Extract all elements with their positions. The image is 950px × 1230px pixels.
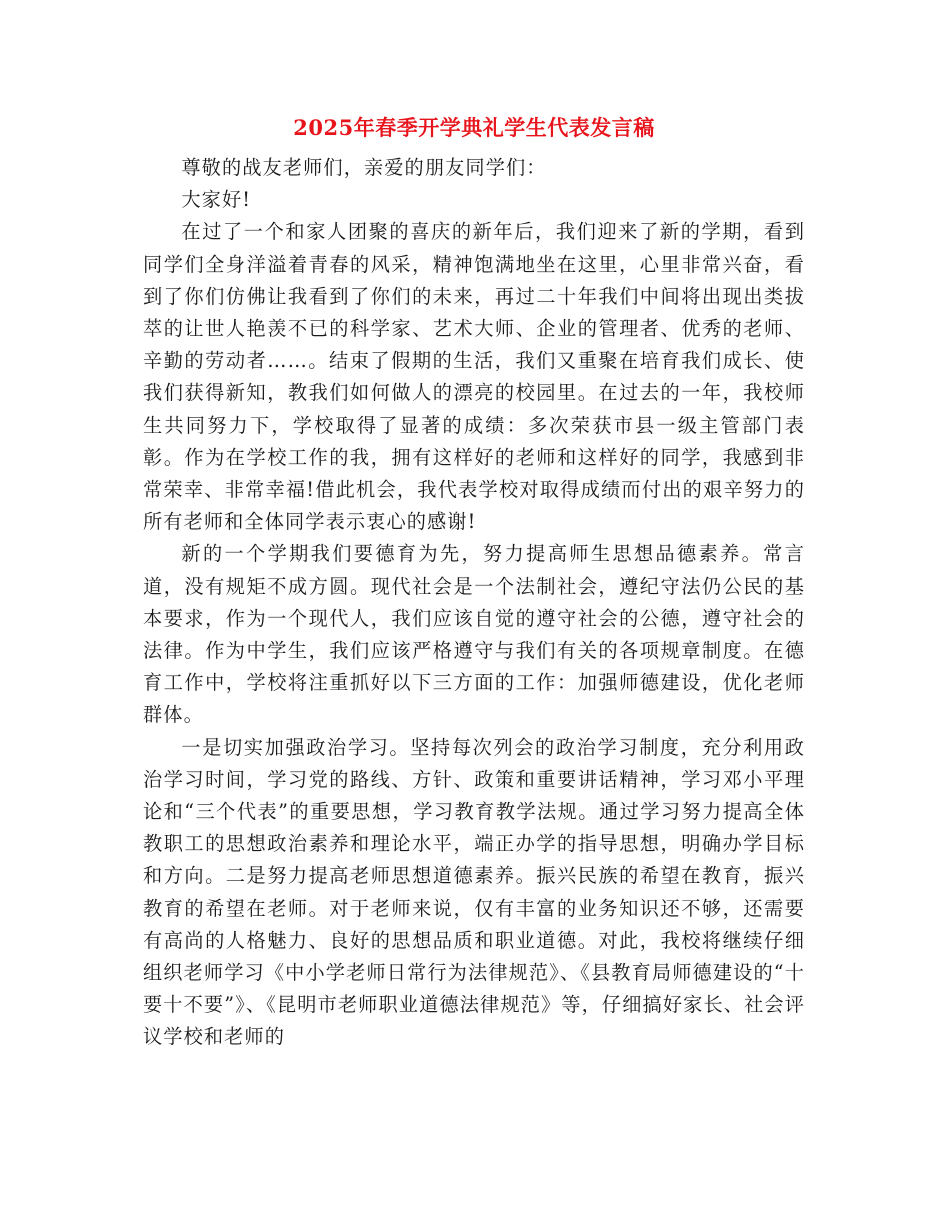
body-paragraph-political-study: 一是切实加强政治学习。坚持每次列会的政治学习制度，充分利用政治学习时间，学习党的路线、方针、政策和重要讲话精神，学习邓小平理论和“三个代表”的重要思想，学习教育教学法规。通过学习努力提高全体教职工的思想政治素养和理论水平，端正办学的指导思想，明确办学目标和方向。二是努力提高老师思想道德素养。振兴民族的希望在教育，振兴教育的希望在老师。对于老师来说，仅有丰富的业务知识还不够，还需要有高尚的人格魅力、良好的思想品质和职业道德。对此，我校将继续仔细组织老师学习《中小学老师日常行为法律规范》、《县教育局师德建设的“十要十不要”》、《昆明市老师职业道德法律规范》等，仔细搞好家长、社会评议学校和老师的 [143, 735, 805, 1049]
document-title: 2025年春季开学典礼学生代表发言稿 [293, 115, 655, 140]
greeting-paragraph: 大家好! [181, 188, 252, 212]
body-paragraph-moral-education: 新的一个学期我们要德育为先，努力提高师生思想品德素养。常言道，没有规矩不成方圆。现代社会是一个法制社会，遵纪守法仍公民的基本要求，作为一个现代人，我们应该自觉的遵守社会的公德，遵守社会的法律。作为中学生，我们应该严格遵守与我们有关的各项规章制度。在德育工作中，学校将注重抓好以下三方面的工作：加强师德建设，优化老师群体。 [143, 542, 805, 727]
salutation-paragraph: 尊敬的战友老师们，亲爱的朋友同学们： [181, 156, 547, 179]
document-body [143, 108, 805, 1054]
body-paragraph-new-semester: 在过了一个和家人团聚的喜庆的新年后，我们迎来了新的学期，看到同学们全身洋溢着青春的风采，精神饱满地坐在这里，心里非常兴奋，看到了你们仿佛让我看到了你们的未来，再过二十年我们中间将出现出类拔萃的让世人艳羡不已的科学家、艺术大师、企业的管理者、优秀的老师、辛勤的劳动者……。结束了假期的生活，我们又重聚在培育我们成长、使我们获得新知，教我们如何做人的漂亮的校园里。在过去的一年，我校师生共同努力下，学校取得了显著的成绩：多次荣获市县一级主管部门表彰。作为在学校工作的我，拥有这样好的老师和这样好的同学，我感到非常荣幸、非常幸福!借此机会，我代表学校对取得成绩而付出的艰辛努力的所有老师和全体同学表示衷心的感谢! [143, 220, 805, 534]
